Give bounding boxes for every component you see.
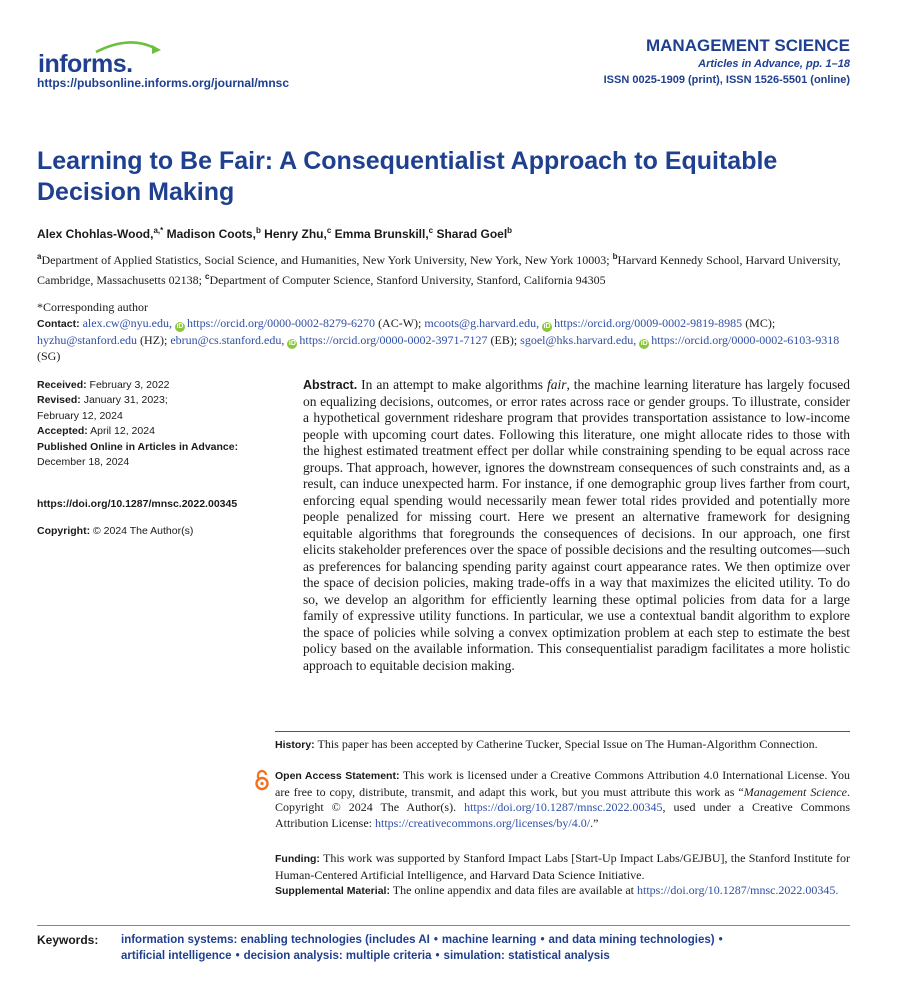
accepted-label: Accepted: <box>37 425 88 438</box>
keyword-separator: • <box>718 934 723 946</box>
history-label: History: <box>275 739 315 751</box>
revised-date: January 31, 2023; <box>83 394 168 407</box>
author-tag: (AC-W); <box>378 316 422 330</box>
keyword[interactable]: and data mining technologies) <box>548 934 715 946</box>
supp-doi-link[interactable]: https://doi.org/10.1287/mnsc.2022.00345. <box>636 883 839 897</box>
funding-note <box>275 851 850 883</box>
oa-text: This work is licensed under a Creative Commons Attribution 4.0 International License. You are free to copy, distribute, transmit, and adapt this work, but you must attribute this work as “ <box>275 768 850 799</box>
affiliation-sup: c <box>204 271 210 281</box>
journal-name: MANAGEMENT SCIENCE <box>645 36 850 55</box>
supp-text: The online appendix and data files are available at <box>392 883 634 897</box>
abstract-text: In an attempt to make algorithms <box>361 377 543 392</box>
published-date: December 18, 2024 <box>37 456 130 469</box>
keyword[interactable]: information systems: enabling technologies (includes AI <box>121 934 430 946</box>
paper-title: Learning to Be Fair: A Consequentialist Approach to Equitable Decision Making <box>37 147 778 206</box>
published-label: Published Online in Articles in Advance: <box>37 440 239 453</box>
keyword[interactable]: artificial intelligence <box>121 949 232 962</box>
contact-block <box>37 316 857 364</box>
affiliation-sup: a <box>37 252 42 261</box>
orcid-icon: iD <box>640 339 648 347</box>
author-sup: b <box>255 226 261 235</box>
supplemental-note <box>275 883 850 900</box>
affiliation: Department of Applied Statistics, Social Science, and Humanities, New York University, New York, New York 10003; <box>41 253 610 267</box>
keyword[interactable]: decision analysis: multiple criteria <box>243 949 432 962</box>
accepted-date: April 12, 2024 <box>90 425 155 438</box>
doi-link[interactable]: https://doi.org/10.1287/mnsc.2022.00345 <box>37 498 238 510</box>
funding-label: Funding: <box>275 853 320 865</box>
abstract-label: Abstract. <box>303 378 358 392</box>
author-tag: (MC); <box>745 316 776 330</box>
email-link[interactable]: ebrun@cs.stanford.edu, <box>170 332 285 347</box>
open-access-note <box>275 768 850 831</box>
abstract <box>303 377 850 674</box>
keywords-label: Keywords: <box>37 933 99 947</box>
keyword-separator: • <box>433 934 438 946</box>
contact-label: Contact: <box>37 318 80 330</box>
orcid-link[interactable]: https://orcid.org/0000-0002-8279-6270 <box>186 316 376 330</box>
affiliation: Department of Computer Science, Stanford University, Stanford, California 94305 <box>209 272 606 287</box>
abstract-text: , the machine learning literature has largely focused on equalizing decisions, outcomes, or error rates across race or gender groups. To illustrate, consider a hypothetical government rideshare program that provides transportation assistance to low-income people with upcoming court dates. Following this literature, one might allocate rides to those with the highest estimated treatment effect per dollar while constraining spending to be equal across race groups. That approach, however, ignores the downstream consequences of such constraints and, as a result, can induce unexpected harm. For instance, if one demographic group lives farther from court, enforcing equal spending would necessarily mean fewer total rides provided and potentially more people penalized for missing court. Here we present an alternative framework for designing equitable algorithms that foregrounds the consequences of decisions. In our approach, one first elicits stakeholder preferences over the space of possible decisions and the resulting outcomes—such as preferences for balancing spending parity against court appearance rates. We then optimize over the space of decision policies, making trade-offs in a way that maximizes the elicited utility. To do so, we develop an algorithm for efficiently learning these optimal policies from data for a large family of expressive utility functions. In particular, we use a contextual bandit algorithm to explore the space of policies while solving a convex optimization problem at each step to estimate the best policy based on the available information. This consequentialist paradigm facilitates a more holistic approach to equitable decision making. <box>303 377 850 673</box>
keywords-list <box>121 933 851 964</box>
funding-text: This work was supported by Stanford Impact Labs [Start-Up Impact Labs/GEJBU], the Stanford Institute for Human-Centered Artificial Intelligence, and Harvard Data Science Initiative. <box>275 851 850 882</box>
email-link[interactable]: alex.cw@nyu.edu, <box>82 316 172 330</box>
issn: ISSN 0025-1909 (print), ISSN 1526-5501 (online) <box>603 74 850 86</box>
revised-date: February 12, 2024 <box>37 409 123 422</box>
author-tag: (EB); <box>490 332 518 347</box>
keyword-separator: • <box>235 949 240 962</box>
orcid-icon: iD <box>176 323 184 330</box>
abstract-emphasis: fair <box>546 377 567 392</box>
received-label: Received: <box>37 379 87 391</box>
corresponding-author: *Corresponding author <box>37 300 148 314</box>
copyright-label: Copyright: <box>37 525 91 537</box>
author-sup: c <box>428 226 434 235</box>
received-date: February 3, 2022 <box>89 379 170 391</box>
oa-text: , used under a Creative Commons Attribution License: <box>275 800 850 830</box>
journal-url[interactable]: https://pubsonline.informs.org/journal/mnsc <box>37 76 290 90</box>
revised-label: Revised: <box>37 394 81 407</box>
author: Sharad Goel <box>436 227 508 241</box>
supp-label: Supplemental Material: <box>275 885 390 897</box>
email-link[interactable]: mcoots@g.harvard.edu, <box>424 316 540 330</box>
orcid-icon: iD <box>543 323 551 330</box>
section-divider <box>275 731 850 732</box>
orcid-link[interactable]: https://orcid.org/0000-0002-3971-7127 <box>299 332 488 347</box>
copyright-text: © 2024 The Author(s) <box>93 525 194 537</box>
email-link[interactable]: hyzhu@stanford.edu <box>37 332 138 347</box>
open-access-icon <box>254 769 270 791</box>
keyword-separator: • <box>540 934 545 946</box>
oa-journal: Management Science <box>743 784 847 799</box>
author-tag: (SG) <box>37 348 61 363</box>
keyword[interactable]: machine learning <box>441 934 537 946</box>
affiliation-sup: b <box>612 252 618 261</box>
author: Henry Zhu, <box>264 227 327 241</box>
keyword-separator: • <box>435 949 440 962</box>
affiliation: Harvard Kennedy School, Harvard University, Cambridge, Massachusetts 02138; <box>37 253 841 287</box>
author-sup: c <box>326 226 332 235</box>
articles-in-advance: Articles in Advance, pp. 1–18 <box>698 58 850 70</box>
keywords-rule <box>37 925 850 926</box>
email-link[interactable]: sgoel@hks.harvard.edu, <box>520 332 637 347</box>
orcid-link[interactable]: https://orcid.org/0009-0002-9819-8985 <box>554 316 743 330</box>
affiliations <box>37 249 852 288</box>
license-link[interactable]: https://creativecommons.org/licenses/by/4.0/ <box>374 815 591 830</box>
history-note <box>275 737 850 754</box>
oa-text: .” <box>590 815 599 830</box>
oa-text: . Copyright © 2024 The Author(s). <box>275 784 850 815</box>
author-tag: (HZ); <box>140 332 168 347</box>
author: Madison Coots, <box>166 227 256 241</box>
oa-label: Open Access Statement: <box>275 770 400 782</box>
informs-logo <box>36 40 166 78</box>
author-sup: b <box>507 226 513 235</box>
author-sup: a,* <box>153 226 164 235</box>
keyword[interactable]: simulation: statistical analysis <box>443 949 610 962</box>
orcid-link[interactable]: https://orcid.org/0000-0002-6103-9318 <box>651 332 840 347</box>
orcid-icon: iD <box>288 339 296 347</box>
author: Alex Chohlas-Wood, <box>37 227 154 241</box>
article-dates <box>37 378 262 470</box>
copyright <box>37 525 193 537</box>
logo-text: informs. <box>38 50 133 78</box>
history-text: This paper has been accepted by Catherine Tucker, Special Issue on The Human-Algorithm Connection. <box>317 737 818 751</box>
author-list <box>37 226 512 241</box>
oa-doi-link[interactable]: https://doi.org/10.1287/mnsc.2022.00345 <box>464 800 663 815</box>
author: Emma Brunskill, <box>334 227 429 241</box>
